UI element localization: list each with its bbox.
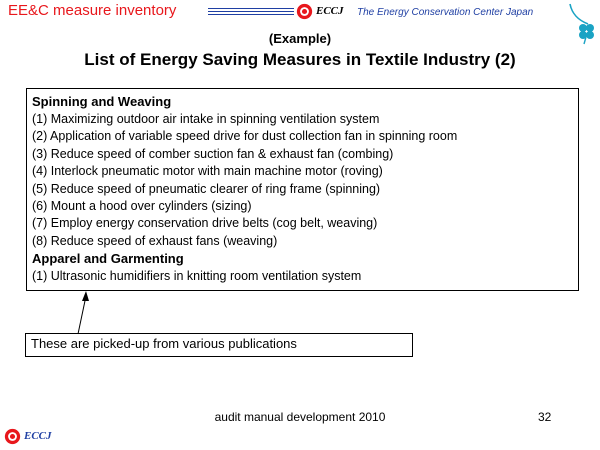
header-title: EE&C measure inventory bbox=[8, 2, 177, 19]
eccj-sun-icon-footer bbox=[4, 428, 21, 445]
header-org-name: The Energy Conservation Center Japan bbox=[357, 7, 534, 18]
eccj-sun-icon bbox=[296, 3, 313, 20]
section-heading: Apparel and Garmenting bbox=[32, 251, 184, 267]
slide-title: List of Energy Saving Measures in Textile Industry (2) bbox=[84, 50, 516, 69]
footer-text: audit manual development 2010 bbox=[214, 410, 386, 424]
header-divider-lines bbox=[208, 8, 294, 15]
list-item: (8) Reduce speed of exhaust fans (weaving) bbox=[32, 233, 278, 248]
callout-note: These are picked-up from various publications bbox=[25, 333, 413, 357]
header-logo-text: ECCJ bbox=[316, 5, 344, 17]
measures-list-box bbox=[26, 88, 579, 291]
list-item: (1) Ultrasonic humidifiers in knitting room ventilation system bbox=[32, 269, 362, 284]
list-item: (6) Mount a hood over cylinders (sizing) bbox=[32, 199, 252, 214]
footer-logo-text: ECCJ bbox=[24, 430, 52, 442]
list-item: (4) Interlock pneumatic motor with main machine motor (roving) bbox=[32, 164, 383, 179]
list-item: (3) Reduce speed of comber suction fan & exhaust fan (combing) bbox=[32, 146, 394, 161]
page-number: 32 bbox=[538, 410, 552, 424]
callout-arrow bbox=[60, 290, 100, 336]
list-item: (5) Reduce speed of pneumatic clearer of ring frame (spinning) bbox=[32, 181, 381, 196]
section-heading: Spinning and Weaving bbox=[32, 94, 172, 109]
list-item: (1) Maximizing outdoor air intake in spinning ventilation system bbox=[32, 112, 380, 126]
slide-subtitle: (Example) bbox=[268, 31, 332, 46]
list-item: (2) Application of variable speed drive for dust collection fan in spinning room bbox=[32, 129, 458, 144]
list-item: (7) Employ energy conservation drive belts (cog belt, weaving) bbox=[32, 216, 378, 231]
